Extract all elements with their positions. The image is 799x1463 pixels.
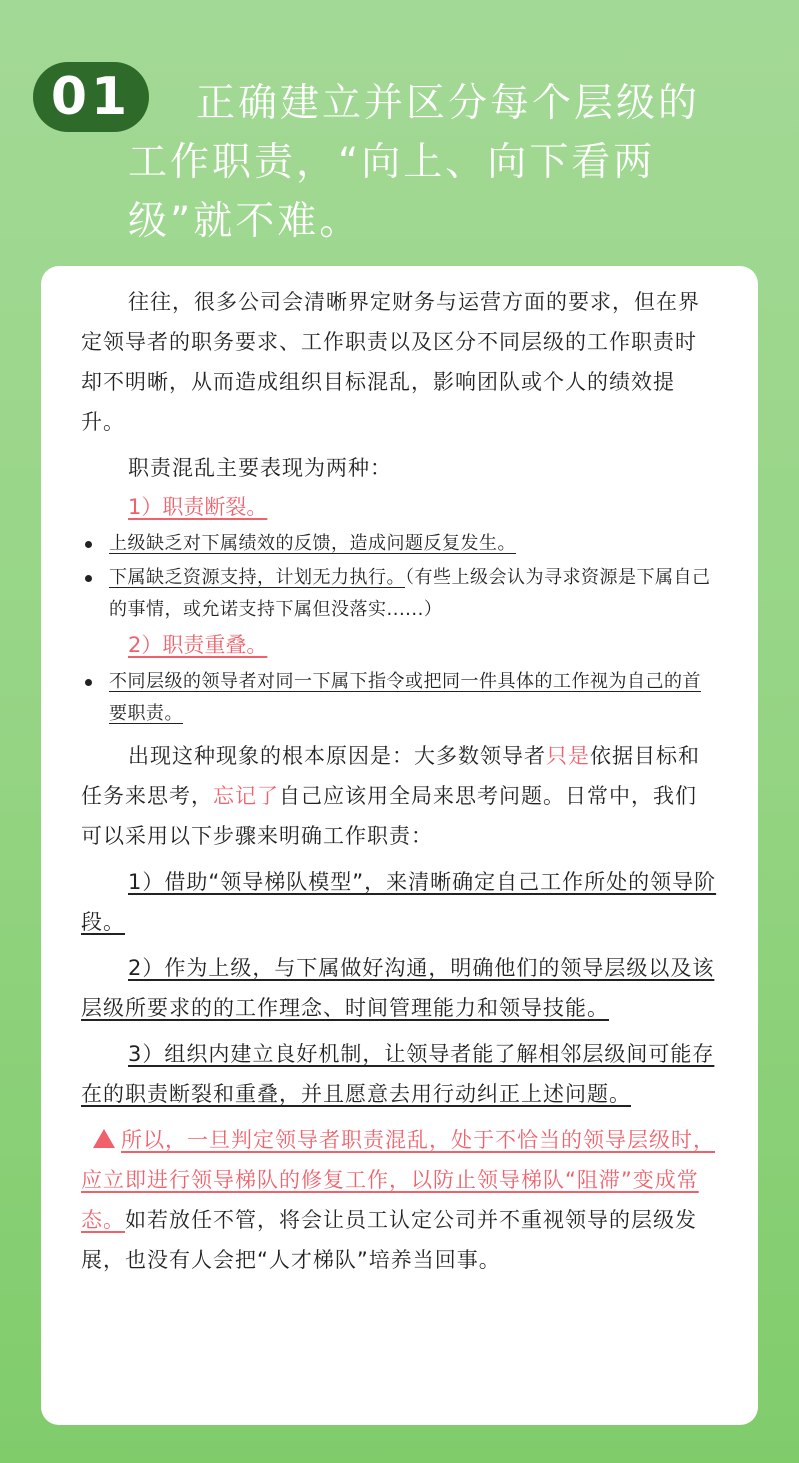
step-1: 1）借助“领导梯队模型”，来清晰确定自己工作所处的领导阶段。 bbox=[81, 870, 717, 934]
step-2: 2）作为上级，与下属做好沟通，明确他们的领导层级以及该层级所要求的的工作理念、时间管理能力和领导技能。 bbox=[81, 956, 715, 1020]
bullet-text: 不同层级的领导者对同一下属下指令或把同一件具体的工作视为自己的首要职责。 bbox=[109, 671, 701, 724]
conclusion-highlight: 所以，一旦判定领导者职责混乱，处于不恰当的领导层级时，应立即进行领导梯队的修复工作，以防止领导梯队“阻滞”变成常态。 bbox=[81, 1128, 715, 1232]
section-number-badge: 01 bbox=[33, 62, 149, 132]
section-title: 正确建立并区分每个层级的工作职责，“向上、向下看两级”就不难。 bbox=[128, 81, 701, 244]
subheading-responsibility-break: 1）职责断裂。 bbox=[128, 495, 268, 519]
subheading-responsibility-overlap: 2）职责重叠。 bbox=[128, 633, 268, 657]
cause-text-a: 出现这种现象的根本原因是：大多数领导者 bbox=[128, 744, 546, 768]
intro-paragraph: 往往，很多公司会清晰界定财务与运营方面的要求，但在界定领导者的职务要求、工作职责以及区分不同层级的工作职责时却不明晰，从而造成组织目标混乱，影响团队或个人的绩效提升。 bbox=[81, 290, 700, 434]
step-3: 3）组织内建立良好机制，让领导者能了解相邻层级间可能存在的职责断裂和重叠，并且愿意去用行动纠正上述问题。 bbox=[81, 1042, 715, 1106]
bullet-item bbox=[81, 528, 718, 560]
bullet-text: 下属缺乏资源支持，计划无力执行。 bbox=[109, 567, 405, 588]
cause-highlight-forgot: 忘记了 bbox=[213, 784, 279, 808]
bullet-dot bbox=[85, 679, 92, 686]
bullet-dot bbox=[85, 575, 92, 582]
conclusion-text: 如若放任不管，将会让员工认定公司并不重视领导的层级发展，也没有人会把“人才梯队”培养当回事。 bbox=[81, 1208, 697, 1272]
cause-text-b: 依据目标和任务来思考， bbox=[81, 744, 700, 808]
content-card bbox=[41, 266, 758, 1425]
bullet-item bbox=[81, 562, 718, 626]
cause-highlight-only: 只是 bbox=[546, 744, 590, 768]
types-paragraph: 职责混乱主要表现为两种： bbox=[128, 456, 392, 480]
bullet-note: （有些上级会认为寻求资源是下属自己的事情，或允诺支持下属但没落实......） bbox=[109, 567, 711, 620]
conclusion-paragraph bbox=[81, 1120, 718, 1280]
warning-triangle-icon bbox=[93, 1129, 115, 1148]
bullet-text: 上级缺乏对下属绩效的反馈，造成问题反复发生。 bbox=[109, 533, 516, 554]
cause-paragraph bbox=[81, 736, 718, 856]
bullet-dot bbox=[85, 541, 92, 548]
bullet-item bbox=[81, 666, 718, 730]
cause-text-c: 自己应该用全局来思考问题。日常中，我们可以采用以下步骤来明确工作职责： bbox=[81, 784, 697, 848]
